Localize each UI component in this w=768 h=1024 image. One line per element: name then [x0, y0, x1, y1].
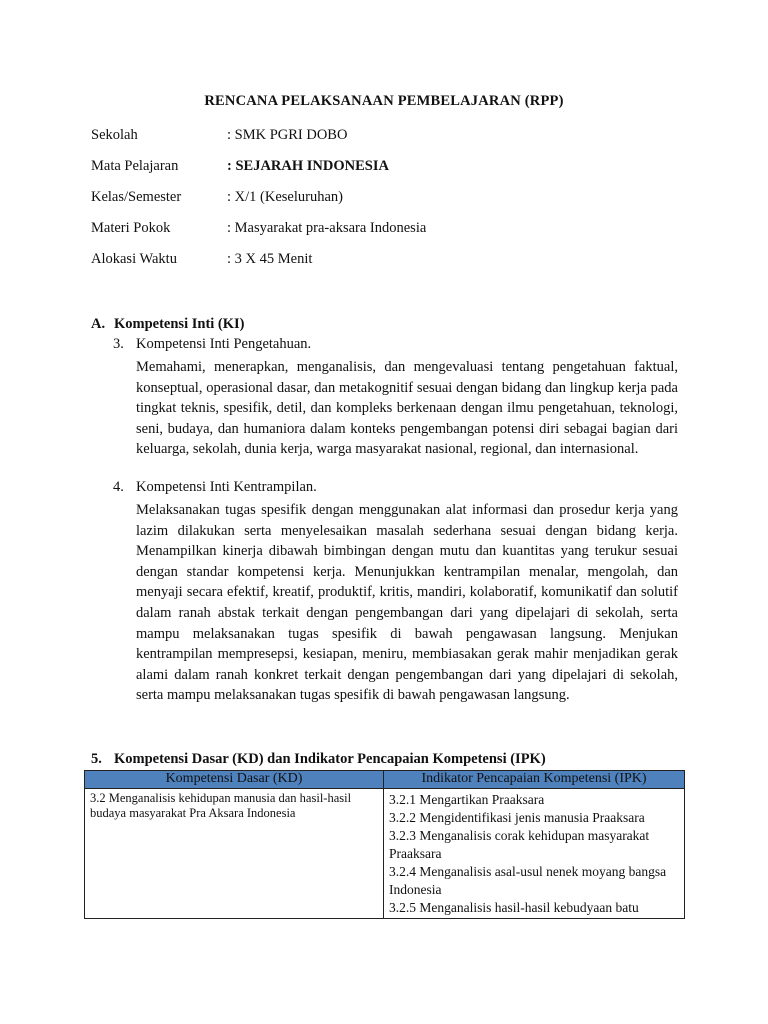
- ki-number: 3.: [113, 336, 124, 352]
- section-5-heading: [91, 751, 546, 768]
- meta-value: : X/1 (Keseluruhan): [227, 189, 343, 205]
- table-row: [85, 789, 685, 919]
- meta-key: Materi Pokok: [91, 220, 171, 236]
- ki-body: Memahami, menerapkan, menganalisis, dan mengevaluasi tentang pengetahuan faktual, konseptual, operasional dasar, dan metakognitif sesuai dengan bidang dan lingkup kerja pada tingkat teknis, spesifik, detil, dan kompleks berkenaan dengan ilmu pengetahuan, teknologi, seni, budaya, dan humaniora dalam konteks pengembangan potensi diri sebagai bagian dari keluarga, sekolah, dunia kerja, warga masyarakat nasional, regional, dan internasional.: [136, 359, 678, 458]
- section-number: 5.: [91, 751, 102, 767]
- kd-cell: 3.2 Menganalisis kehidupan manusia dan hasil-hasil budaya masyarakat Pra Aksara Indonesia: [85, 789, 384, 919]
- ipk-cell: [384, 789, 685, 919]
- meta-key: Sekolah: [91, 127, 138, 143]
- meta-value: : Masyarakat pra-aksara Indonesia: [227, 220, 427, 236]
- ipk-item: 3.2.5 Menganalisis hasil-hasil kebudyaan batu: [389, 900, 639, 915]
- table-header-row: [85, 771, 685, 789]
- kd-ipk-table: [84, 770, 685, 919]
- document-title: RENCANA PELAKSANAAN PEMBELAJARAN (RPP): [204, 93, 564, 109]
- section-title: Kompetensi Dasar (KD) dan Indikator Pencapaian Kompetensi (IPK): [114, 751, 546, 767]
- meta-key: Kelas/Semester: [91, 189, 182, 205]
- meta-key: Alokasi Waktu: [91, 251, 177, 267]
- ipk-item: 3.2.2 Mengidentifikasi jenis manusia Praaksara: [389, 810, 645, 825]
- meta-value: : SEJARAH INDONESIA: [227, 158, 389, 174]
- section-number: A.: [91, 316, 106, 332]
- section-title: Kompetensi Inti (KI): [114, 316, 245, 332]
- ki-body: Melaksanakan tugas spesifik dengan menggunakan alat informasi dan prosedur kerja yang lazim dilakukan serta menyelesaikan masalah sederhana sesuai dengan bidang kerja. Menampilkan kinerja dibawah bimbingan dengan mutu dan kuantitas yang terukur sesuai dengan standar kompetensi kerja. Menunjukkan kentrampilan menalar, mengolah, dan menyaji secara efektif, kreatif, produktif, kritis, mandiri, kolaboratif, komunikatif dan solutif dalam ranah abstak terkait dengan pengembangan dari yang dipelajari di sekolah, serta mampu melaksanakan tugas spesifik di bawah pengawasan langsung. Menjukan kentrampilan mempresepsi, kesiapan, meniru, membiasakan gerak mahir menjadikan gerak alami dalam ranah konkret terkait dengan pengembangan dari yang dipelajari di sekolah, serta mampu melaksanakan tugas spesifik di bawah pengawasan langsung.: [136, 502, 678, 704]
- meta-value: : SMK PGRI DOBO: [227, 127, 348, 143]
- ipk-item: 3.2.4 Menganalisis asal-usul nenek moyang bangsa Indonesia: [389, 864, 667, 897]
- ipk-column-header: Indikator Pencapaian Kompetensi (IPK): [384, 771, 685, 789]
- meta-key: Mata Pelajaran: [91, 158, 179, 174]
- ipk-item: 3.2.3 Menganalisis corak kehidupan masyarakat Praaksara: [389, 828, 650, 861]
- kd-column-header: Kompetensi Dasar (KD): [85, 771, 384, 789]
- ki-title: Kompetensi Inti Kentrampilan.: [136, 479, 317, 495]
- ki-item-kentrampilan: [113, 479, 678, 709]
- ki-number: 4.: [113, 479, 124, 495]
- ki-title: Kompetensi Inti Pengetahuan.: [136, 336, 312, 352]
- section-a-heading: [91, 316, 245, 333]
- ipk-item: 3.2.1 Mengartikan Praaksara: [389, 792, 545, 807]
- meta-value: : 3 X 45 Menit: [227, 251, 313, 267]
- ki-item-pengetahuan: [113, 336, 678, 476]
